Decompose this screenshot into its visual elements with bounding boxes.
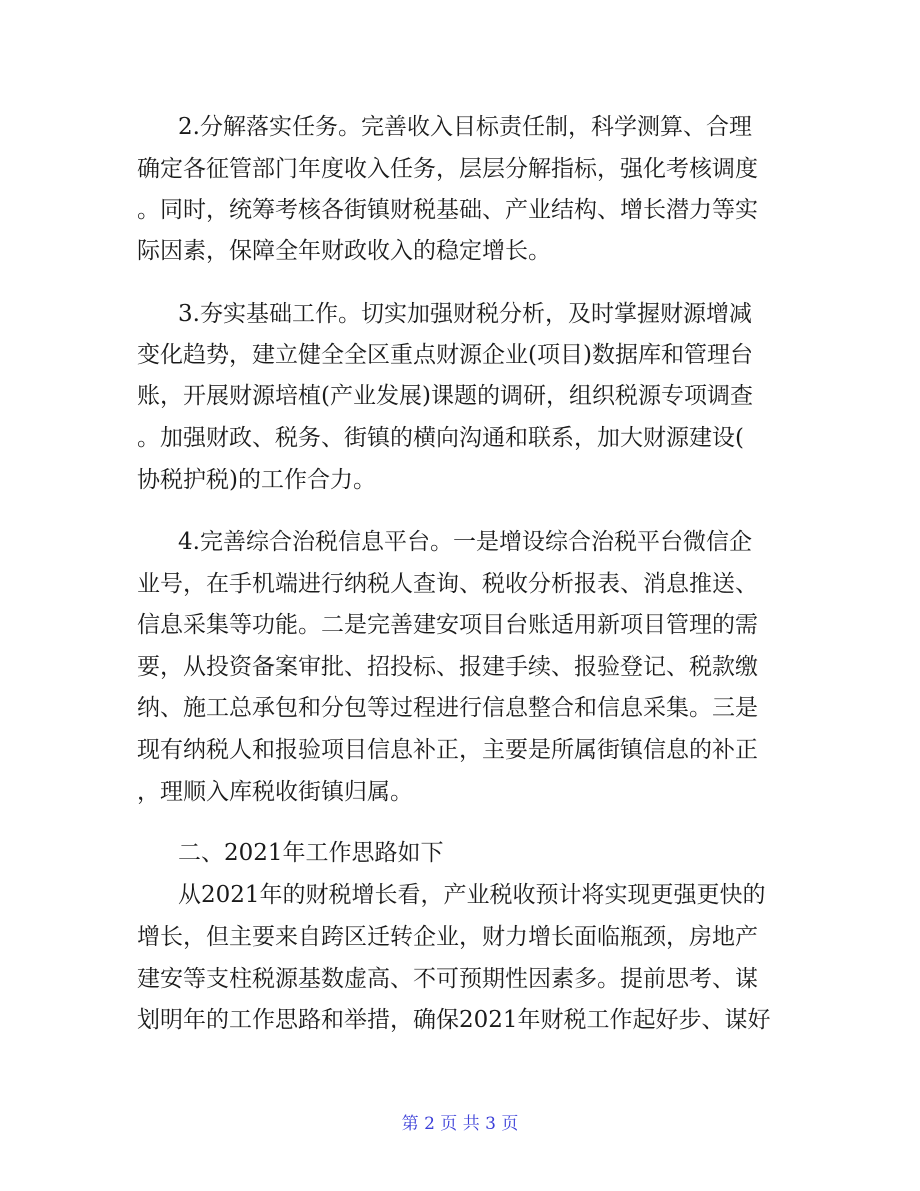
text-line: 3.夯实基础工作。切实加强财税分析，及时掌握财源增减 xyxy=(178,301,752,327)
text-line: 建安等支柱税源基数虚高、不可预期性因素多。提前思考、谋 xyxy=(137,966,758,992)
text-line: 增长，但主要来自跨区迁转企业，财力增长面临瓶颈，房地产 xyxy=(137,924,758,950)
text-line: 业号，在手机端进行纳税人查询、税收分析报表、消息推送、 xyxy=(137,571,758,597)
text-line: 信息采集等功能。二是完善建安项目台账适用新项目管理的需 xyxy=(137,612,758,638)
text-line: 。加强财政、税务、街镇的横向沟通和联系，加大财源建设( xyxy=(137,425,744,451)
text-line: 协税护税)的工作合力。 xyxy=(137,467,376,493)
text-line: 4.完善综合治税信息平台。一是增设综合治税平台微信企 xyxy=(178,529,752,555)
text-line: 现有纳税人和报验项目信息补正，主要是所属街镇信息的补正 xyxy=(137,737,758,763)
text-line: 2.分解落实任务。完善收入目标责任制，科学测算、合理 xyxy=(178,114,752,140)
text-line: 确定各征管部门年度收入任务，层层分解指标，强化考核调度 xyxy=(137,156,758,182)
text-line: 账，开展财源培植(产业发展)课题的调研，组织税源专项调查 xyxy=(137,383,753,409)
text-line: 际因素，保障全年财政收入的稳定增长。 xyxy=(137,238,551,264)
page-number-footer: 第 2 页 共 3 页 xyxy=(401,1114,519,1134)
text-line: 变化趋势，建立健全全区重点财源企业(项目)数据库和管理台 xyxy=(137,342,753,368)
text-line: 。同时，统筹考核各街镇财税基础、产业结构、增长潜力等实 xyxy=(137,197,758,223)
text-line: 划明年的工作思路和举措，确保2021年财税工作起好步、谋好 xyxy=(137,1007,771,1033)
text-line: 纳、施工总承包和分包等过程进行信息整合和信息采集。三是 xyxy=(137,695,758,721)
text-line: 要，从投资备案审批、招投标、报建手续、报验登记、税款缴 xyxy=(137,654,758,680)
text-line: 从2021年的财税增长看，产业税收预计将实现更强更快的 xyxy=(178,882,766,908)
section-heading: 二、2021年工作思路如下 xyxy=(178,840,444,866)
text-line: ，理顺入库税收街镇归属。 xyxy=(137,779,413,805)
